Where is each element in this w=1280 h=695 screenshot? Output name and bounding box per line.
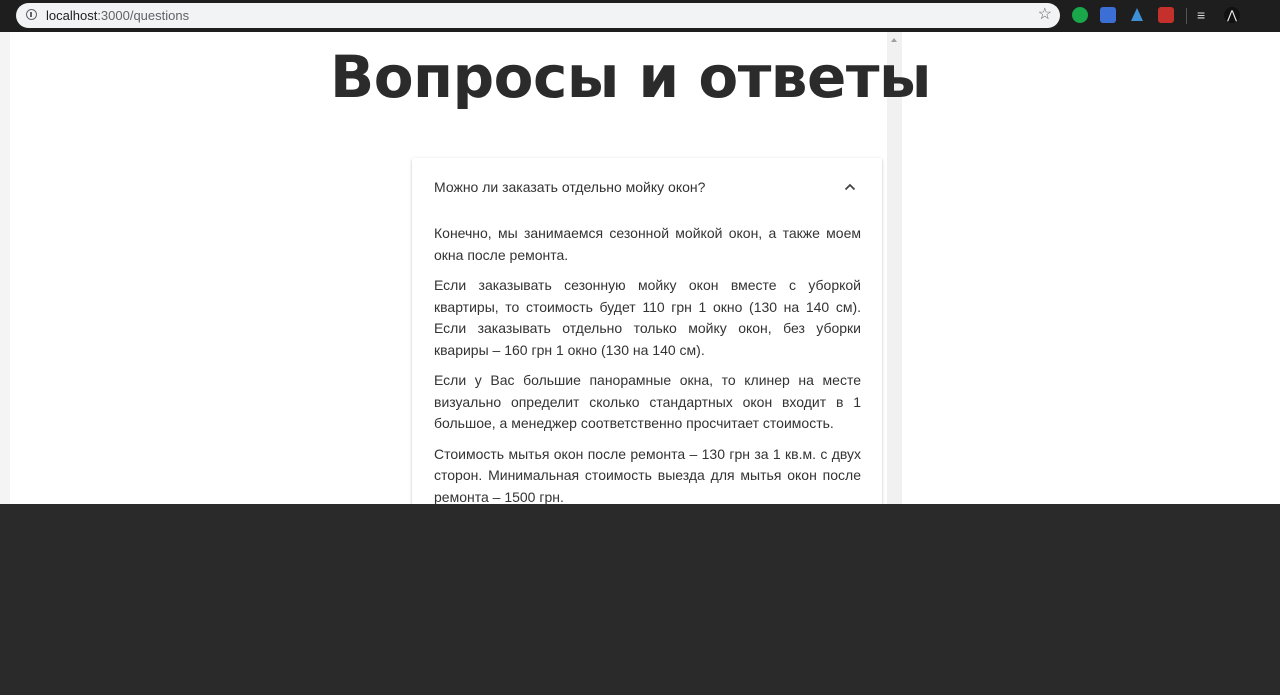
left-gutter (0, 32, 10, 504)
faq-answer-paragraph: Если у Вас большие панорамные окна, то клинер на месте визуально определит сколько стандартных окон входит в 1 большое, а менеджер соответственно просчитает стоимость. (434, 372, 861, 431)
extension-triangle-icon[interactable] (1129, 7, 1145, 23)
faq-panel-header[interactable] (412, 158, 882, 216)
faq-answer (434, 223, 861, 504)
scroll-up-icon[interactable] (891, 38, 897, 42)
faq-expansion-panel (412, 158, 882, 504)
info-icon[interactable] (26, 9, 37, 20)
translate-extension-icon[interactable] (1100, 7, 1116, 23)
faq-answer-paragraph: Конечно, мы занимаемся сезонной мойкой окон, а также моем окна после ремонта. (434, 225, 861, 263)
faq-answer-paragraph: Если заказывать сезонную мойку окон вместе с уборкой квартиры, то стоимость будет 110 грн 1 окно (130 на 140 см). Если заказывать отдельно только мойку окон, без уборки квариры – 160 грн 1 окно (130 на 140 см). (434, 277, 861, 358)
faq-answer-paragraph: Стоимость мытья окон после ремонта – 130 грн за 1 кв.м. с двух сторон. Минимальная стоимость выезда для мытья окон после ремонта – 1500 грн. (434, 445, 861, 504)
media-queue-icon[interactable]: ≡ (1197, 7, 1206, 23)
address-bar[interactable] (16, 3, 1060, 28)
url-host: localhost (46, 8, 98, 23)
chevron-up-icon[interactable] (844, 181, 856, 193)
url-path: :3000/questions (97, 8, 190, 23)
bookmark-star-icon[interactable]: ☆ (1037, 6, 1052, 23)
toolbar-divider (1186, 8, 1187, 24)
dark-background-area (0, 504, 1280, 695)
page-title: Вопросы и ответы (330, 43, 931, 111)
profile-avatar-icon[interactable]: ⋀ (1224, 7, 1240, 23)
faq-question: Можно ли заказать отдельно мойку окон? (434, 179, 706, 195)
browser-toolbar (0, 0, 1280, 32)
extension-green-icon[interactable] (1072, 7, 1088, 23)
page-viewport (0, 32, 1280, 504)
extension-red-icon[interactable] (1158, 7, 1174, 23)
url-text[interactable] (46, 8, 189, 23)
